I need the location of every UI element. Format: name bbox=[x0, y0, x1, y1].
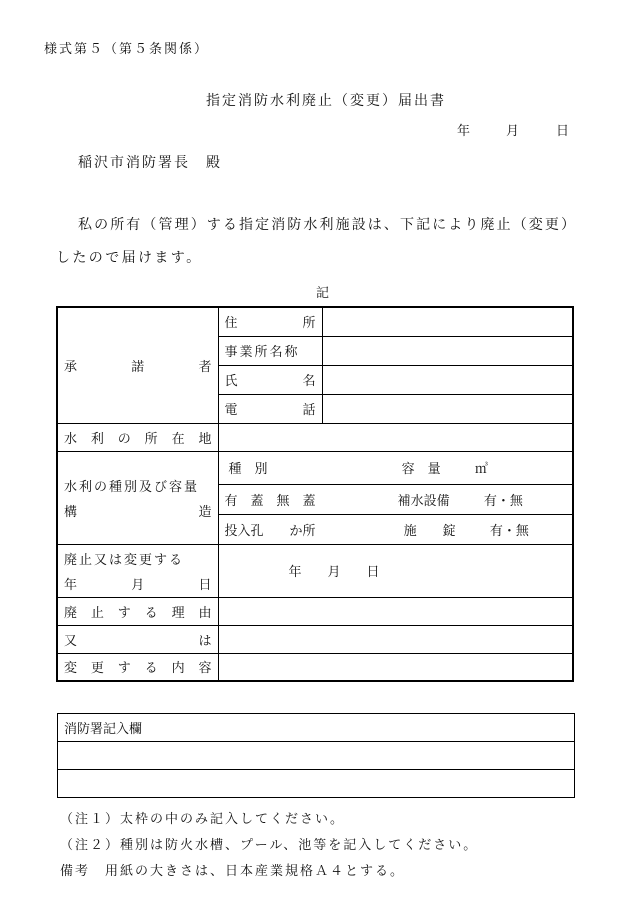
form-number: 様式第５（第５条関係） bbox=[44, 42, 210, 57]
supply-label: 補水設備 bbox=[397, 493, 450, 509]
reason-label-3-cell bbox=[57, 653, 218, 681]
reason-label-line-2: 又 は bbox=[64, 633, 212, 649]
name-label: 氏 名 bbox=[224, 374, 316, 389]
location-label-cell bbox=[57, 423, 218, 451]
supply-choice[interactable]: 有・無 bbox=[483, 493, 523, 509]
ki-heading: 記 bbox=[316, 286, 330, 301]
note-2: （注２）種別は防火水槽、プール、池等を記入してください。 bbox=[60, 838, 479, 853]
lock-choice[interactable]: 有・無 bbox=[489, 523, 529, 539]
phone-label: 電 話 bbox=[224, 403, 316, 418]
address-label-cell bbox=[218, 307, 322, 336]
lock-label: 施 錠 bbox=[403, 523, 456, 539]
hole-label: 投入孔 か所 bbox=[224, 523, 316, 539]
fire-station-label: 消防署記入欄 bbox=[58, 714, 575, 742]
cover-label: 有 蓋 無 蓋 bbox=[224, 493, 316, 509]
type-label-cell bbox=[57, 451, 218, 544]
business-name-input[interactable] bbox=[322, 336, 573, 365]
date-year: 年 bbox=[457, 124, 471, 139]
consenter-char-2: 諾 bbox=[131, 359, 145, 375]
change-date-input[interactable] bbox=[218, 544, 573, 597]
fire-station-section bbox=[57, 713, 575, 798]
main-form-table bbox=[56, 306, 574, 682]
consenter-label bbox=[64, 356, 212, 375]
location-input[interactable] bbox=[218, 423, 573, 451]
fire-station-input-line-2[interactable] bbox=[58, 770, 575, 798]
reason-label-line-1: 廃 止 す る 理 由 bbox=[64, 605, 212, 621]
document-title: 指定消防水利廃止（変更）届出書 bbox=[206, 93, 446, 109]
change-date-label-bottom: 年 月 日 bbox=[64, 577, 212, 593]
note-1: （注１）太枠の中のみ記入してください。 bbox=[60, 812, 346, 827]
reason-label-1-cell bbox=[57, 597, 218, 625]
address-input[interactable] bbox=[322, 307, 573, 336]
reason-input-line-3[interactable] bbox=[218, 653, 573, 681]
type-field-label: 種 別 bbox=[228, 462, 268, 477]
consenter-label-cell bbox=[57, 307, 218, 423]
business-name-text: 事業所名称 bbox=[224, 345, 300, 360]
body-line-2: したので届けます。 bbox=[56, 250, 203, 266]
address-label: 住 所 bbox=[224, 316, 316, 332]
fire-station-input-line-1[interactable] bbox=[58, 742, 575, 770]
location-label: 水 利 の 所 在 地 bbox=[64, 431, 212, 447]
reason-input-line-1[interactable] bbox=[218, 597, 573, 625]
addressee: 稲沢市消防署長 殿 bbox=[78, 155, 222, 171]
phone-label-cell bbox=[218, 394, 322, 423]
change-date-value: 年 月 日 bbox=[288, 565, 380, 580]
change-date-label-cell bbox=[57, 544, 218, 597]
reason-label-2-cell bbox=[57, 625, 218, 653]
cover-supply-cell[interactable] bbox=[218, 484, 573, 514]
body-line-1: 私の所有（管理）する指定消防水利施設は、下記により廃止（変更） bbox=[78, 217, 578, 233]
change-date-label-top: 廃止又は変更する bbox=[64, 552, 185, 568]
consenter-char-1: 承 bbox=[64, 359, 78, 375]
date-month: 月 bbox=[506, 124, 520, 139]
reason-label-line-3: 変 更 す る 内 容 bbox=[64, 661, 212, 677]
capacity-unit: ㎥ bbox=[474, 462, 488, 477]
capacity-field-label: 容 量 bbox=[401, 462, 441, 477]
date-day: 日 bbox=[556, 124, 570, 139]
remarks: 備考 用紙の大きさは、日本産業規格Ａ４とする。 bbox=[60, 864, 406, 879]
type-label-bottom: 構 造 bbox=[64, 504, 212, 520]
type-label-top: 水利の種別及び容量 bbox=[64, 479, 200, 495]
hole-lock-cell[interactable] bbox=[218, 514, 573, 544]
type-capacity-cell[interactable] bbox=[218, 451, 573, 484]
consenter-char-3: 者 bbox=[198, 359, 212, 375]
reason-input-line-2[interactable] bbox=[218, 625, 573, 653]
name-input[interactable] bbox=[322, 365, 573, 394]
name-label-cell bbox=[218, 365, 322, 394]
phone-input[interactable] bbox=[322, 394, 573, 423]
business-name-label bbox=[218, 336, 322, 365]
